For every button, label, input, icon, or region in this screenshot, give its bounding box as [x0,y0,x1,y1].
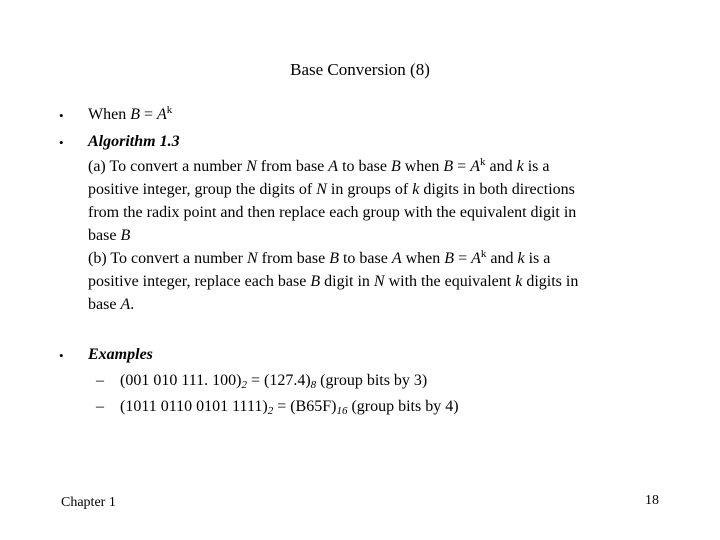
algorithm-line: (b) To convert a number N from base B to base A when $B = A^k$ and k is a [88,248,551,267]
dash-marker: – [96,398,104,415]
algorithm-line: base B [88,227,131,244]
examples-heading: Examples [88,346,153,363]
bullet-when: When $B = A^k$ [88,104,173,123]
dash-marker: – [96,372,104,389]
bullet-marker: • [59,348,64,363]
algorithm-heading: Algorithm 1.3 [88,133,180,150]
algorithm-line: from the radix point and then replace each group with the equivalent digit in [88,204,577,221]
page-number: 18 [645,493,659,508]
bullet-marker: • [59,108,64,123]
algorithm-line: (a) To convert a number N from base A to base B when $B = A^k$ and k is a [88,156,550,175]
algorithm-line: positive integer, replace each base B digit in N with the equivalent k digits in [88,273,579,290]
algorithm-line: base A. [88,296,135,313]
example-line: (001 010 111. $100)_2 = (127.4)_8$ (group bits by 3) [120,372,428,391]
algorithm-line: positive integer, group the digits of N in groups of k digits in both directions [88,181,575,198]
example-line: (1011 0110 0101 $1111)_2 = (B65F)_{16}$ (group bits by 4) [120,398,459,417]
bullet-marker: • [59,135,64,150]
footer-chapter: Chapter 1 [61,495,116,510]
slide-title: Base Conversion (8) [290,60,430,79]
